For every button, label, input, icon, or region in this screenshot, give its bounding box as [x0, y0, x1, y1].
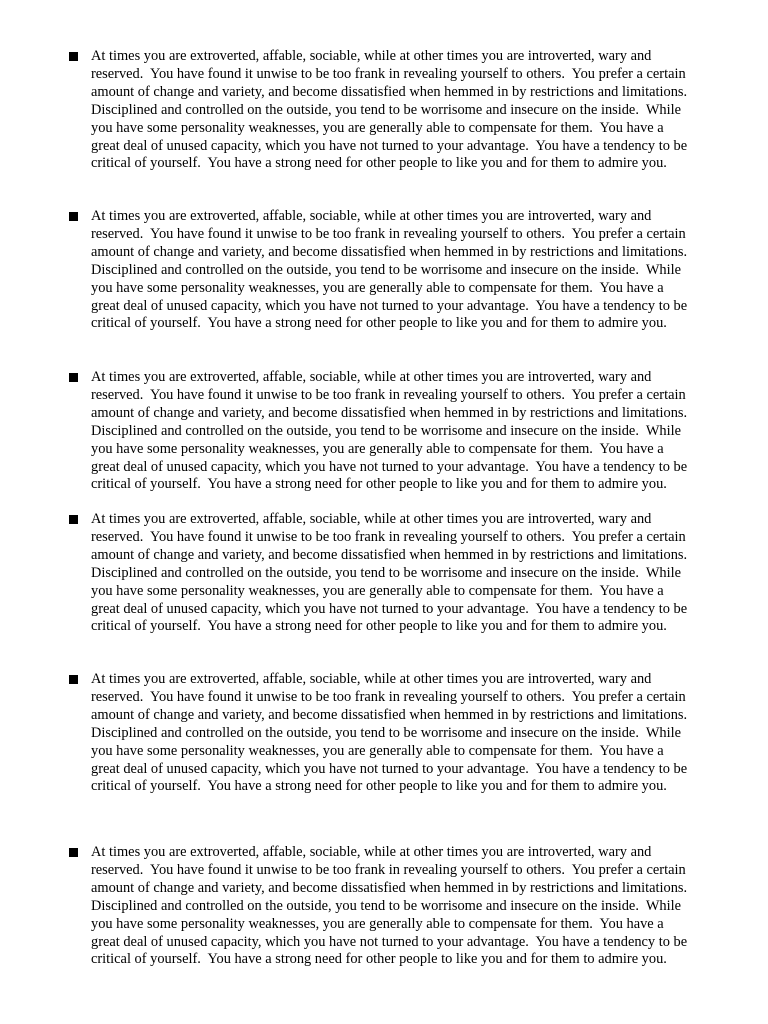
paragraph-line: reserved. You have found it unwise to be too frank in revealing yourself to others. You prefer a certain: [91, 225, 686, 242]
paragraph-line: amount of change and variety, and become dissatisfied when hemmed in by restrictions and limitations.: [91, 404, 688, 421]
paragraph: [91, 208, 723, 333]
paragraph-line: amount of change and variety, and become dissatisfied when hemmed in by restrictions and limitations.: [91, 83, 688, 100]
paragraph-line: great deal of unused capacity, which you have not turned to your advantage. You have a tendency to be: [91, 137, 688, 154]
paragraph: [91, 48, 723, 173]
paragraph-line: critical of yourself. You have a strong need for other people to like you and for them to admire you.: [91, 951, 667, 968]
paragraph-line: At times you are extroverted, affable, sociable, while at other times you are introverted, wary and: [91, 48, 652, 64]
paragraph: [91, 369, 723, 494]
paragraph-line: Disciplined and controlled on the outside, you tend to be worrisome and insecure on the inside. While: [91, 422, 682, 439]
square-bullet-icon: [69, 212, 78, 221]
paragraph-line: you have some personality weaknesses, you are generally able to compensate for them. You have a: [91, 279, 664, 296]
paragraph-line: At times you are extroverted, affable, sociable, while at other times you are introverted, wary and: [91, 208, 652, 224]
paragraph-line: great deal of unused capacity, which you have not turned to your advantage. You have a tendency to be: [91, 600, 688, 617]
square-bullet-icon: [69, 373, 78, 382]
paragraph-line: critical of yourself. You have a strong need for other people to like you and for them to admire you.: [91, 155, 667, 172]
paragraph-line: great deal of unused capacity, which you have not turned to your advantage. You have a tendency to be: [91, 297, 688, 314]
paragraph-line: great deal of unused capacity, which you have not turned to your advantage. You have a tendency to be: [91, 458, 688, 475]
paragraph-line: you have some personality weaknesses, you are generally able to compensate for them. You have a: [91, 440, 664, 457]
paragraph-line: great deal of unused capacity, which you have not turned to your advantage. You have a tendency to be: [91, 933, 688, 950]
paragraph-line: Disciplined and controlled on the outside, you tend to be worrisome and insecure on the inside. While: [91, 101, 682, 118]
paragraph-line: amount of change and variety, and become dissatisfied when hemmed in by restrictions and limitations.: [91, 546, 688, 563]
paragraph-line: reserved. You have found it unwise to be too frank in revealing yourself to others. You prefer a certain: [91, 65, 686, 82]
square-bullet-icon: [69, 675, 78, 684]
paragraph-line: At times you are extroverted, affable, sociable, while at other times you are introverted, wary and: [91, 671, 652, 687]
paragraph-line: you have some personality weaknesses, you are generally able to compensate for them. You have a: [91, 915, 664, 932]
paragraph-line: At times you are extroverted, affable, sociable, while at other times you are introverted, wary and: [91, 511, 652, 527]
paragraph-line: reserved. You have found it unwise to be too frank in revealing yourself to others. You prefer a certain: [91, 861, 686, 878]
square-bullet-icon: [69, 848, 78, 857]
paragraph: [91, 671, 723, 796]
square-bullet-icon: [69, 52, 78, 61]
paragraph-line: you have some personality weaknesses, you are generally able to compensate for them. You have a: [91, 582, 664, 599]
paragraph-line: reserved. You have found it unwise to be too frank in revealing yourself to others. You prefer a certain: [91, 386, 686, 403]
paragraph-line: At times you are extroverted, affable, sociable, while at other times you are introverted, wary and: [91, 844, 652, 860]
paragraph-line: critical of yourself. You have a strong need for other people to like you and for them to admire you.: [91, 778, 667, 795]
paragraph-line: amount of change and variety, and become dissatisfied when hemmed in by restrictions and limitations.: [91, 243, 688, 260]
square-bullet-icon: [69, 515, 78, 524]
paragraph-line: critical of yourself. You have a strong need for other people to like you and for them to admire you.: [91, 315, 667, 332]
paragraph-line: reserved. You have found it unwise to be too frank in revealing yourself to others. You prefer a certain: [91, 688, 686, 705]
paragraph-line: reserved. You have found it unwise to be too frank in revealing yourself to others. You prefer a certain: [91, 528, 686, 545]
paragraph-line: critical of yourself. You have a strong need for other people to like you and for them to admire you.: [91, 618, 667, 635]
paragraph: [91, 844, 723, 969]
paragraph-line: amount of change and variety, and become dissatisfied when hemmed in by restrictions and limitations.: [91, 879, 688, 896]
paragraph-line: Disciplined and controlled on the outside, you tend to be worrisome and insecure on the inside. While: [91, 564, 682, 581]
paragraph-line: you have some personality weaknesses, you are generally able to compensate for them. You have a: [91, 119, 664, 136]
paragraph-line: amount of change and variety, and become dissatisfied when hemmed in by restrictions and limitations.: [91, 706, 688, 723]
paragraph: [91, 511, 723, 636]
paragraph-line: Disciplined and controlled on the outside, you tend to be worrisome and insecure on the inside. While: [91, 897, 682, 914]
paragraph-line: you have some personality weaknesses, you are generally able to compensate for them. You have a: [91, 742, 664, 759]
paragraph-line: critical of yourself. You have a strong need for other people to like you and for them to admire you.: [91, 476, 667, 493]
paragraph-line: Disciplined and controlled on the outside, you tend to be worrisome and insecure on the inside. While: [91, 724, 682, 741]
paragraph-line: Disciplined and controlled on the outside, you tend to be worrisome and insecure on the inside. While: [91, 261, 682, 278]
paragraph-line: At times you are extroverted, affable, sociable, while at other times you are introverted, wary and: [91, 369, 652, 385]
paragraph-line: great deal of unused capacity, which you have not turned to your advantage. You have a tendency to be: [91, 760, 688, 777]
